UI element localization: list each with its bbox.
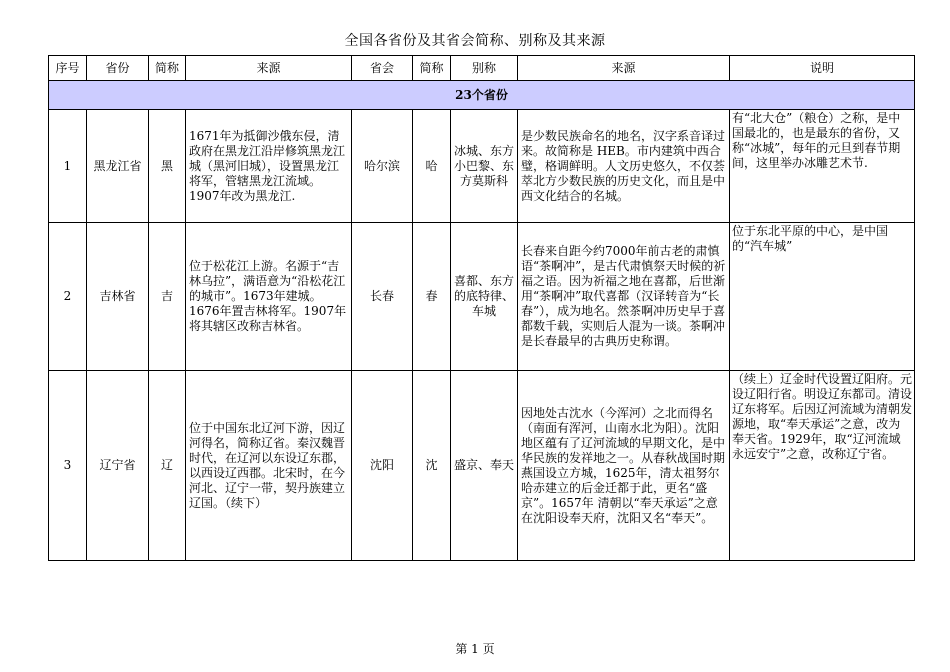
row-capital-abbr: 沈 [413, 371, 451, 561]
row-capital-abbr: 哈 [413, 110, 451, 223]
row-province: 吉林省 [87, 223, 149, 371]
header-origin: 来源 [186, 56, 352, 81]
header-note: 说明 [730, 56, 915, 81]
row-province: 辽宁省 [87, 371, 149, 561]
row-no: 2 [49, 223, 87, 371]
row-capital-origin: 长春来自距今约7000年前古老的肃慎语“茶啊冲”，是古代肃慎祭天时候的祈福之语。因为祈福之地在喜都，后世渐用“茶啊冲”取代喜都（汉译转音为“长春”），成为地名。然茶啊冲历史早于喜都数千载，实则后人混为一谈。茶啊冲是长春最早的古典历史称谓。 [518, 223, 730, 371]
table-row [49, 223, 915, 371]
header-no: 序号 [49, 56, 87, 81]
page-number: 第 1 页 [455, 642, 495, 656]
row-note: 有“北大仓”（粮仓）之称，是中国最北的，也是最东的省份，又称“冰城”，每年的元旦到春节期间，这里举办冰雕艺术节. [730, 110, 915, 223]
row-capital-origin: 是少数民族命名的地名，汉字系音译过来。故简称是 HEB。市内建筑中西合璧，格调鲜明。人文历史悠久，不仅荟萃北方少数民族的历史文化，而且是中西文化结合的名城。 [518, 110, 730, 223]
page-title: 全国各省份及其省会简称、别称及其来源 [344, 33, 606, 49]
row-abbr: 黑 [149, 110, 186, 223]
row-capital-abbr: 春 [413, 223, 451, 371]
row-origin: 位于松花江上游。名源于“吉林乌拉”，满语意为“沿松花江的城市”。1673年建城。1676年置吉林将军。1907年将其辖区改称吉林省。 [186, 223, 352, 371]
row-capital: 沈阳 [352, 371, 413, 561]
row-no: 3 [49, 371, 87, 561]
row-note: （续上）辽金时代设置辽阳府。元设辽阳行省。明设辽东都司。清设辽东将军。后因辽河流域为清朝发源地，取“奉天承运”之意，改为奉天省。1929年，取“辽河流域永远安宁”之意，改称辽宁省。 [730, 371, 915, 561]
row-capital-origin: 因地处古沈水（今浑河）之北而得名（南面有浑河，山南水北为阳）。沈阳地区蕴有了辽河流域的早期文化，是中华民族的发祥地之一。从春秋战国时期燕国设立方城，1625年，清太祖努尔哈赤建立的后金迁都于此，更名“盛京”。1657年 清朝以“奉天承运”之意在沈阳设奉天府，沈阳又名“奉天”。 [518, 371, 730, 561]
header-capital-abbr: 简称 [413, 56, 451, 81]
header-province: 省份 [87, 56, 149, 81]
header-row [49, 56, 915, 81]
row-capital: 长春 [352, 223, 413, 371]
header-capital: 省会 [352, 56, 413, 81]
row-abbr: 辽 [149, 371, 186, 561]
row-alias: 喜都、东方的底特律、车城 [451, 223, 518, 371]
group-row [49, 81, 915, 110]
row-origin: 1671年为抵御沙俄东侵，清政府在黑龙江沿岸修筑黑龙江城（黑河旧城），设置黑龙江将军，管辖黑龙江流域。1907年改为黑龙江. [186, 110, 352, 223]
header-abbr: 简称 [149, 56, 186, 81]
group-label: 23个省份 [49, 81, 915, 110]
row-no: 1 [49, 110, 87, 223]
row-origin: 位于中国东北辽河下游，因辽河得名，简称辽省。秦汉魏晋时代，在辽河以东设辽东郡，以西设辽西郡。北宋时，在今河北、辽宁一带，契丹族建立辽国。（续下） [186, 371, 352, 561]
header-alias: 别称 [451, 56, 518, 81]
table-row [49, 110, 915, 223]
row-abbr: 吉 [149, 223, 186, 371]
table-row [49, 371, 915, 561]
row-province: 黑龙江省 [87, 110, 149, 223]
header-capital-origin: 来源 [518, 56, 730, 81]
row-note: 位于东北平原的中心，是中国的“汽车城” [730, 223, 915, 371]
row-capital: 哈尔滨 [352, 110, 413, 223]
province-table [48, 55, 915, 561]
row-alias: 盛京、奉天 [451, 371, 518, 561]
row-alias: 冰城、东方小巴黎、东方莫斯科 [451, 110, 518, 223]
